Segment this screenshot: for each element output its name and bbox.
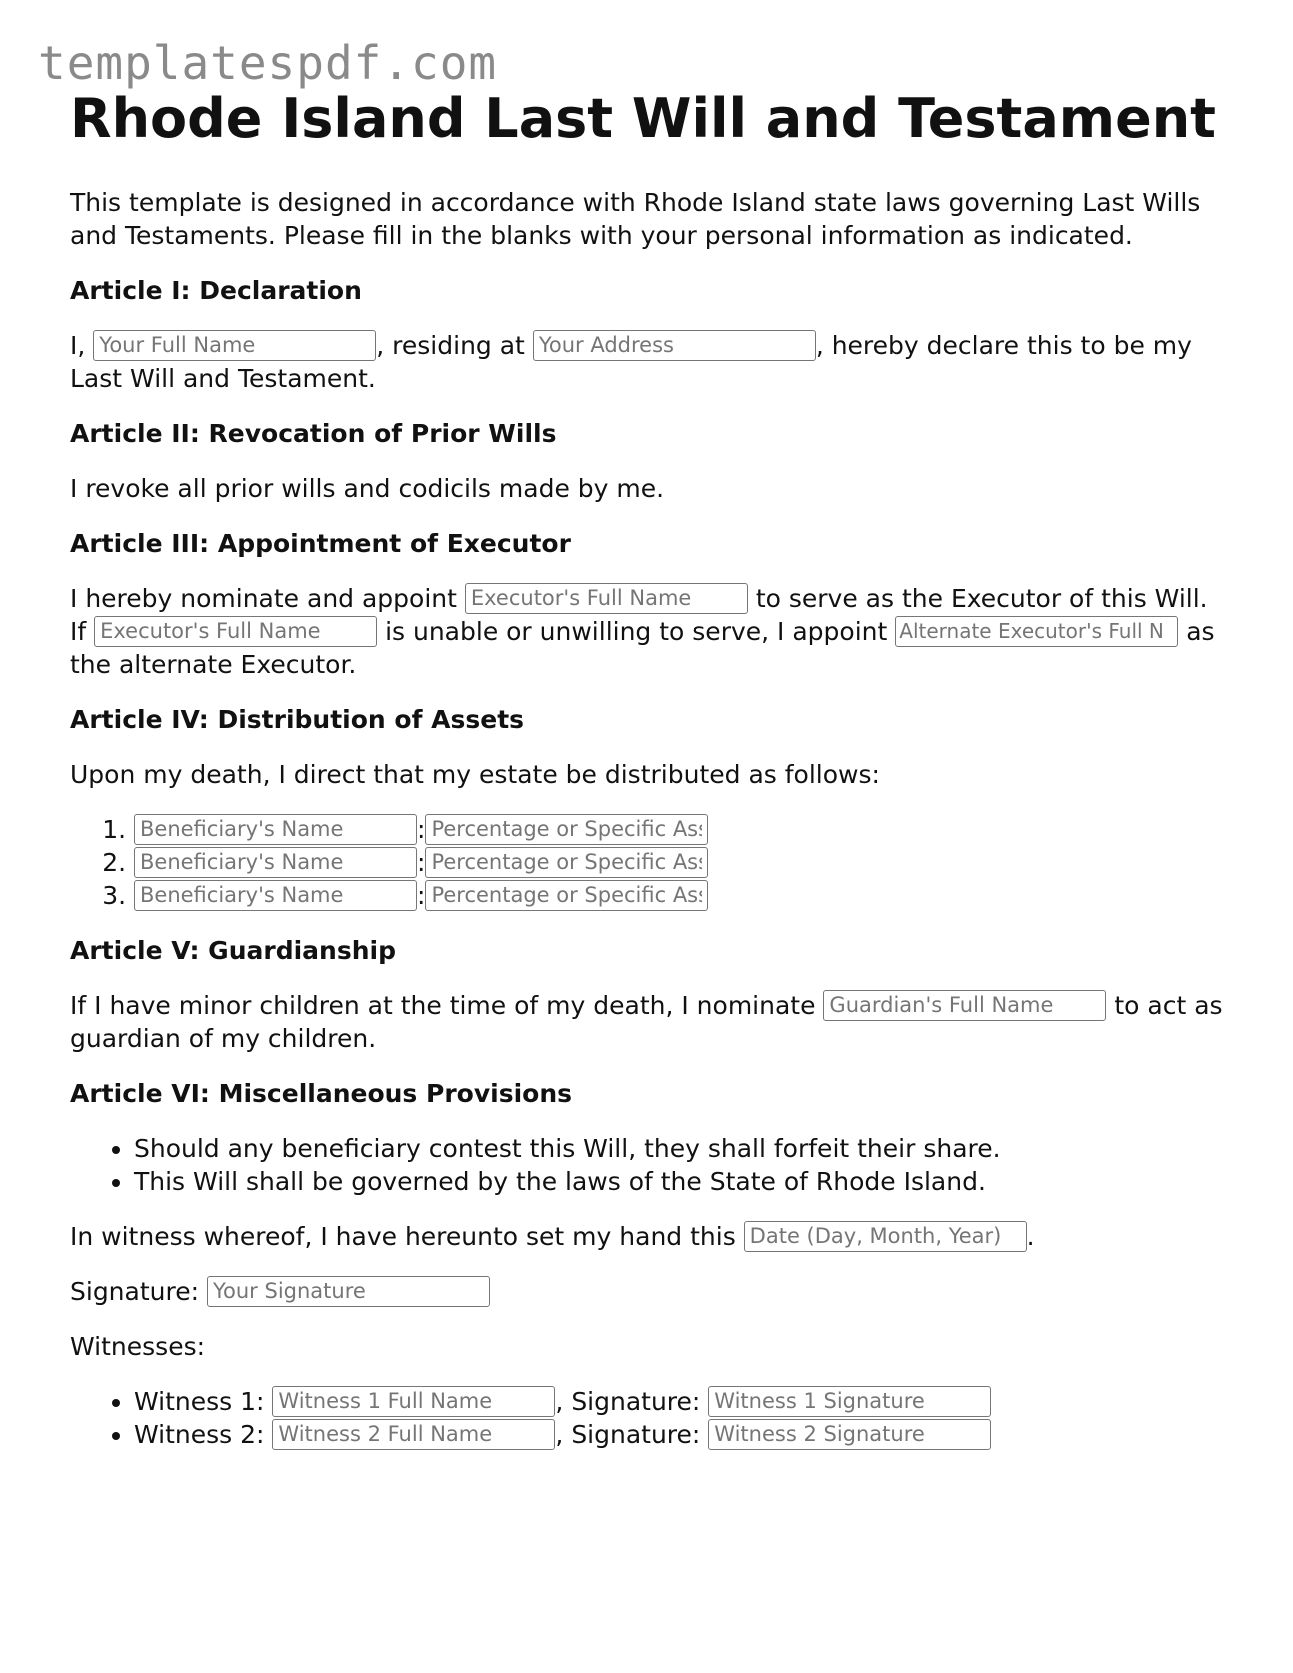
watermark-logo: templatespdf.com	[38, 36, 498, 90]
witness-item	[134, 1418, 1230, 1451]
provision-item: • Should any beneficiary contest this Will, they shall forfeit their share.	[134, 1132, 1230, 1165]
witness-1-signature-input[interactable]	[708, 1386, 991, 1417]
witness-signature-label: , Signature:	[555, 1420, 709, 1450]
witness-signature-label: , Signature:	[555, 1387, 709, 1417]
guardianship-paragraph	[70, 989, 1230, 1055]
witness-clause-text-2: .	[1026, 1222, 1035, 1252]
declaration-text-3: , hereby declare this to be my Last Will and Testament.	[70, 331, 1192, 394]
witness-label: Witness 2:	[134, 1420, 273, 1450]
witnesses-label: Witnesses:	[70, 1332, 206, 1362]
witness-1-name-input[interactable]	[272, 1386, 555, 1417]
beneficiary-name-input[interactable]	[134, 880, 417, 911]
witness-2-name-input[interactable]	[272, 1419, 555, 1450]
executor-text-3: is unable or unwilling to serve, I appoint	[377, 617, 896, 647]
witness-2-signature-input[interactable]	[708, 1419, 991, 1450]
beneficiary-share-input[interactable]	[425, 880, 708, 911]
beneficiary-item	[134, 879, 1230, 912]
declaration-text-2: , residing at	[376, 331, 533, 361]
beneficiary-separator: :	[417, 848, 426, 878]
document-title: Rhode Island Last Will and Testament	[70, 87, 1216, 150]
article-6-heading: Article VI: Miscellaneous Provisions	[70, 1079, 573, 1109]
article-1-heading: Article I: Declaration	[70, 276, 362, 306]
provision-item: • This Will shall be governed by the laws of the State of Rhode Island.	[134, 1165, 1230, 1198]
revocation-paragraph: I revoke all prior wills and codicils made by me.	[70, 474, 665, 504]
beneficiary-item	[134, 846, 1230, 879]
full-name-input[interactable]	[93, 330, 376, 361]
signature-line	[70, 1275, 1230, 1308]
beneficiary-name-input[interactable]	[134, 814, 417, 845]
witness-clause-text-1: In witness whereof, I have hereunto set my hand this	[70, 1222, 744, 1252]
witness-label: Witness 1:	[134, 1387, 273, 1417]
beneficiary-name-input[interactable]	[134, 847, 417, 878]
distribution-paragraph: Upon my death, I direct that my estate be distributed as follows:	[70, 760, 880, 790]
witness-clause	[70, 1220, 1230, 1253]
executor-name-input-2[interactable]	[94, 616, 377, 647]
executor-name-input[interactable]	[465, 583, 748, 614]
address-input[interactable]	[533, 330, 816, 361]
article-5-heading: Article V: Guardianship	[70, 936, 396, 966]
document-body	[70, 88, 1230, 1473]
witness-list	[70, 1385, 1230, 1451]
beneficiary-list	[70, 813, 1230, 912]
provisions-list	[70, 1132, 1230, 1198]
executor-text-4: as the alternate Executor.	[70, 617, 1215, 680]
intro-paragraph: This template is designed in accordance with Rhode Island state laws governing Last Wills and Testaments. Please fill in the blanks with your personal information as indicated.	[70, 188, 1201, 251]
declaration-text-1: I,	[70, 331, 94, 361]
guardian-name-input[interactable]	[823, 990, 1106, 1021]
article-3-heading: Article III: Appointment of Executor	[70, 529, 571, 559]
executor-text-2: to serve as the Executor of this Will. If	[70, 584, 1208, 647]
beneficiary-share-input[interactable]	[425, 847, 708, 878]
witness-item	[134, 1385, 1230, 1418]
beneficiary-separator: :	[417, 881, 426, 911]
date-input[interactable]	[744, 1221, 1027, 1252]
alternate-executor-input[interactable]	[895, 616, 1178, 647]
guardianship-text-1: If I have minor children at the time of my death, I nominate	[70, 991, 824, 1021]
article-2-heading: Article II: Revocation of Prior Wills	[70, 419, 557, 449]
beneficiary-share-input[interactable]	[425, 814, 708, 845]
executor-paragraph	[70, 582, 1230, 681]
beneficiary-item	[134, 813, 1230, 846]
article-4-heading: Article IV: Distribution of Assets	[70, 705, 525, 735]
declaration-paragraph	[70, 329, 1230, 395]
executor-text-1: I hereby nominate and appoint	[70, 584, 465, 614]
signature-input[interactable]	[207, 1276, 490, 1307]
guardianship-text-2: to act as guardian of my children.	[70, 991, 1223, 1054]
signature-label: Signature:	[70, 1277, 207, 1307]
beneficiary-separator: :	[417, 815, 426, 845]
